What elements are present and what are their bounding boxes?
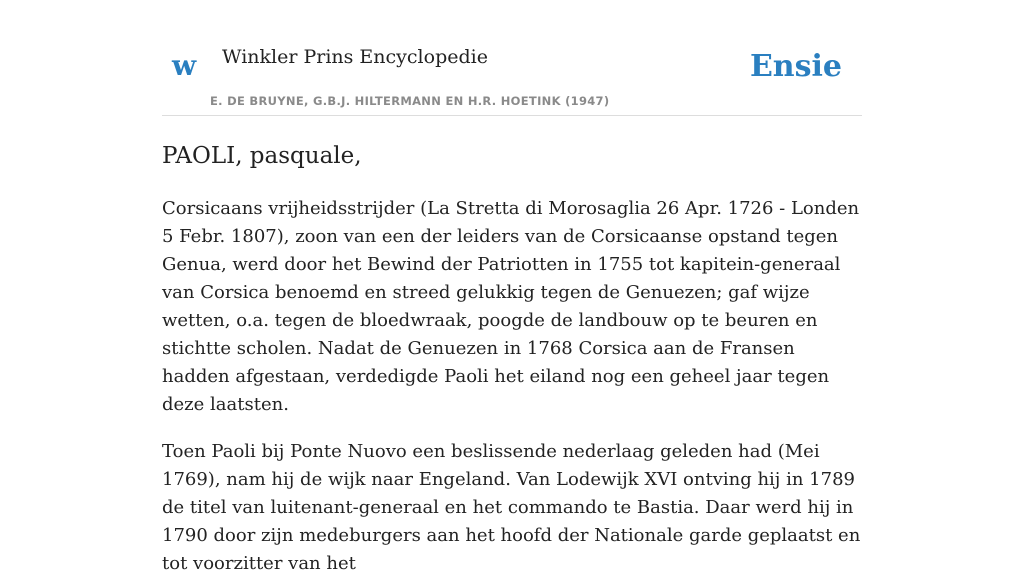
winkler-prins-logo[interactable]: w bbox=[172, 49, 197, 82]
entry-paragraph-2: Toen Paoli bij Ponte Nuovo een beslissende nederlaag geleden had (Mei 1769), nam hij de wijk naar Engeland. Van Lodewijk XVI ontving hij in 1789 de titel van luitenant-generaal en het commando te Bastia. Daar werd hij in 1790 door zijn medeburgers aan het hoofd der Nationale garde geplaatst en tot voorzitter van het bbox=[162, 440, 861, 574]
source-authors: E. DE BRUYNE, G.B.J. HILTERMANN EN H.R. HOETINK (1947) bbox=[210, 94, 610, 108]
source-header bbox=[162, 0, 862, 116]
ensie-brand-logo[interactable]: Ensie bbox=[749, 49, 842, 84]
entry-title: PAOLI, pasquale, bbox=[162, 143, 362, 169]
entry-paragraph-1: Corsicaans vrijheidsstrijder (La Stretta di Morosaglia 26 Apr. 1726 - Londen 5 Febr. 1807), zoon van een der leiders van de Corsicaanse opstand tegen Genua, werd door het Bewind der Patriotten in 1755 tot kapitein-generaal van Corsica benoemd en streed gelukkig tegen de Genuezen; gaf wijze wetten, o.a. tegen de bloedwraak, poogde de landbouw op te beuren en stichtte scholen. Nadat de Genuezen in 1768 Corsica aan de Fransen hadden afgestaan, verdedigde Paoli het eiland nog een geheel jaar tegen deze laatsten. bbox=[162, 197, 860, 415]
source-title-link[interactable]: Winkler Prins Encyclopedie bbox=[222, 46, 488, 68]
article-page bbox=[162, 0, 862, 578]
